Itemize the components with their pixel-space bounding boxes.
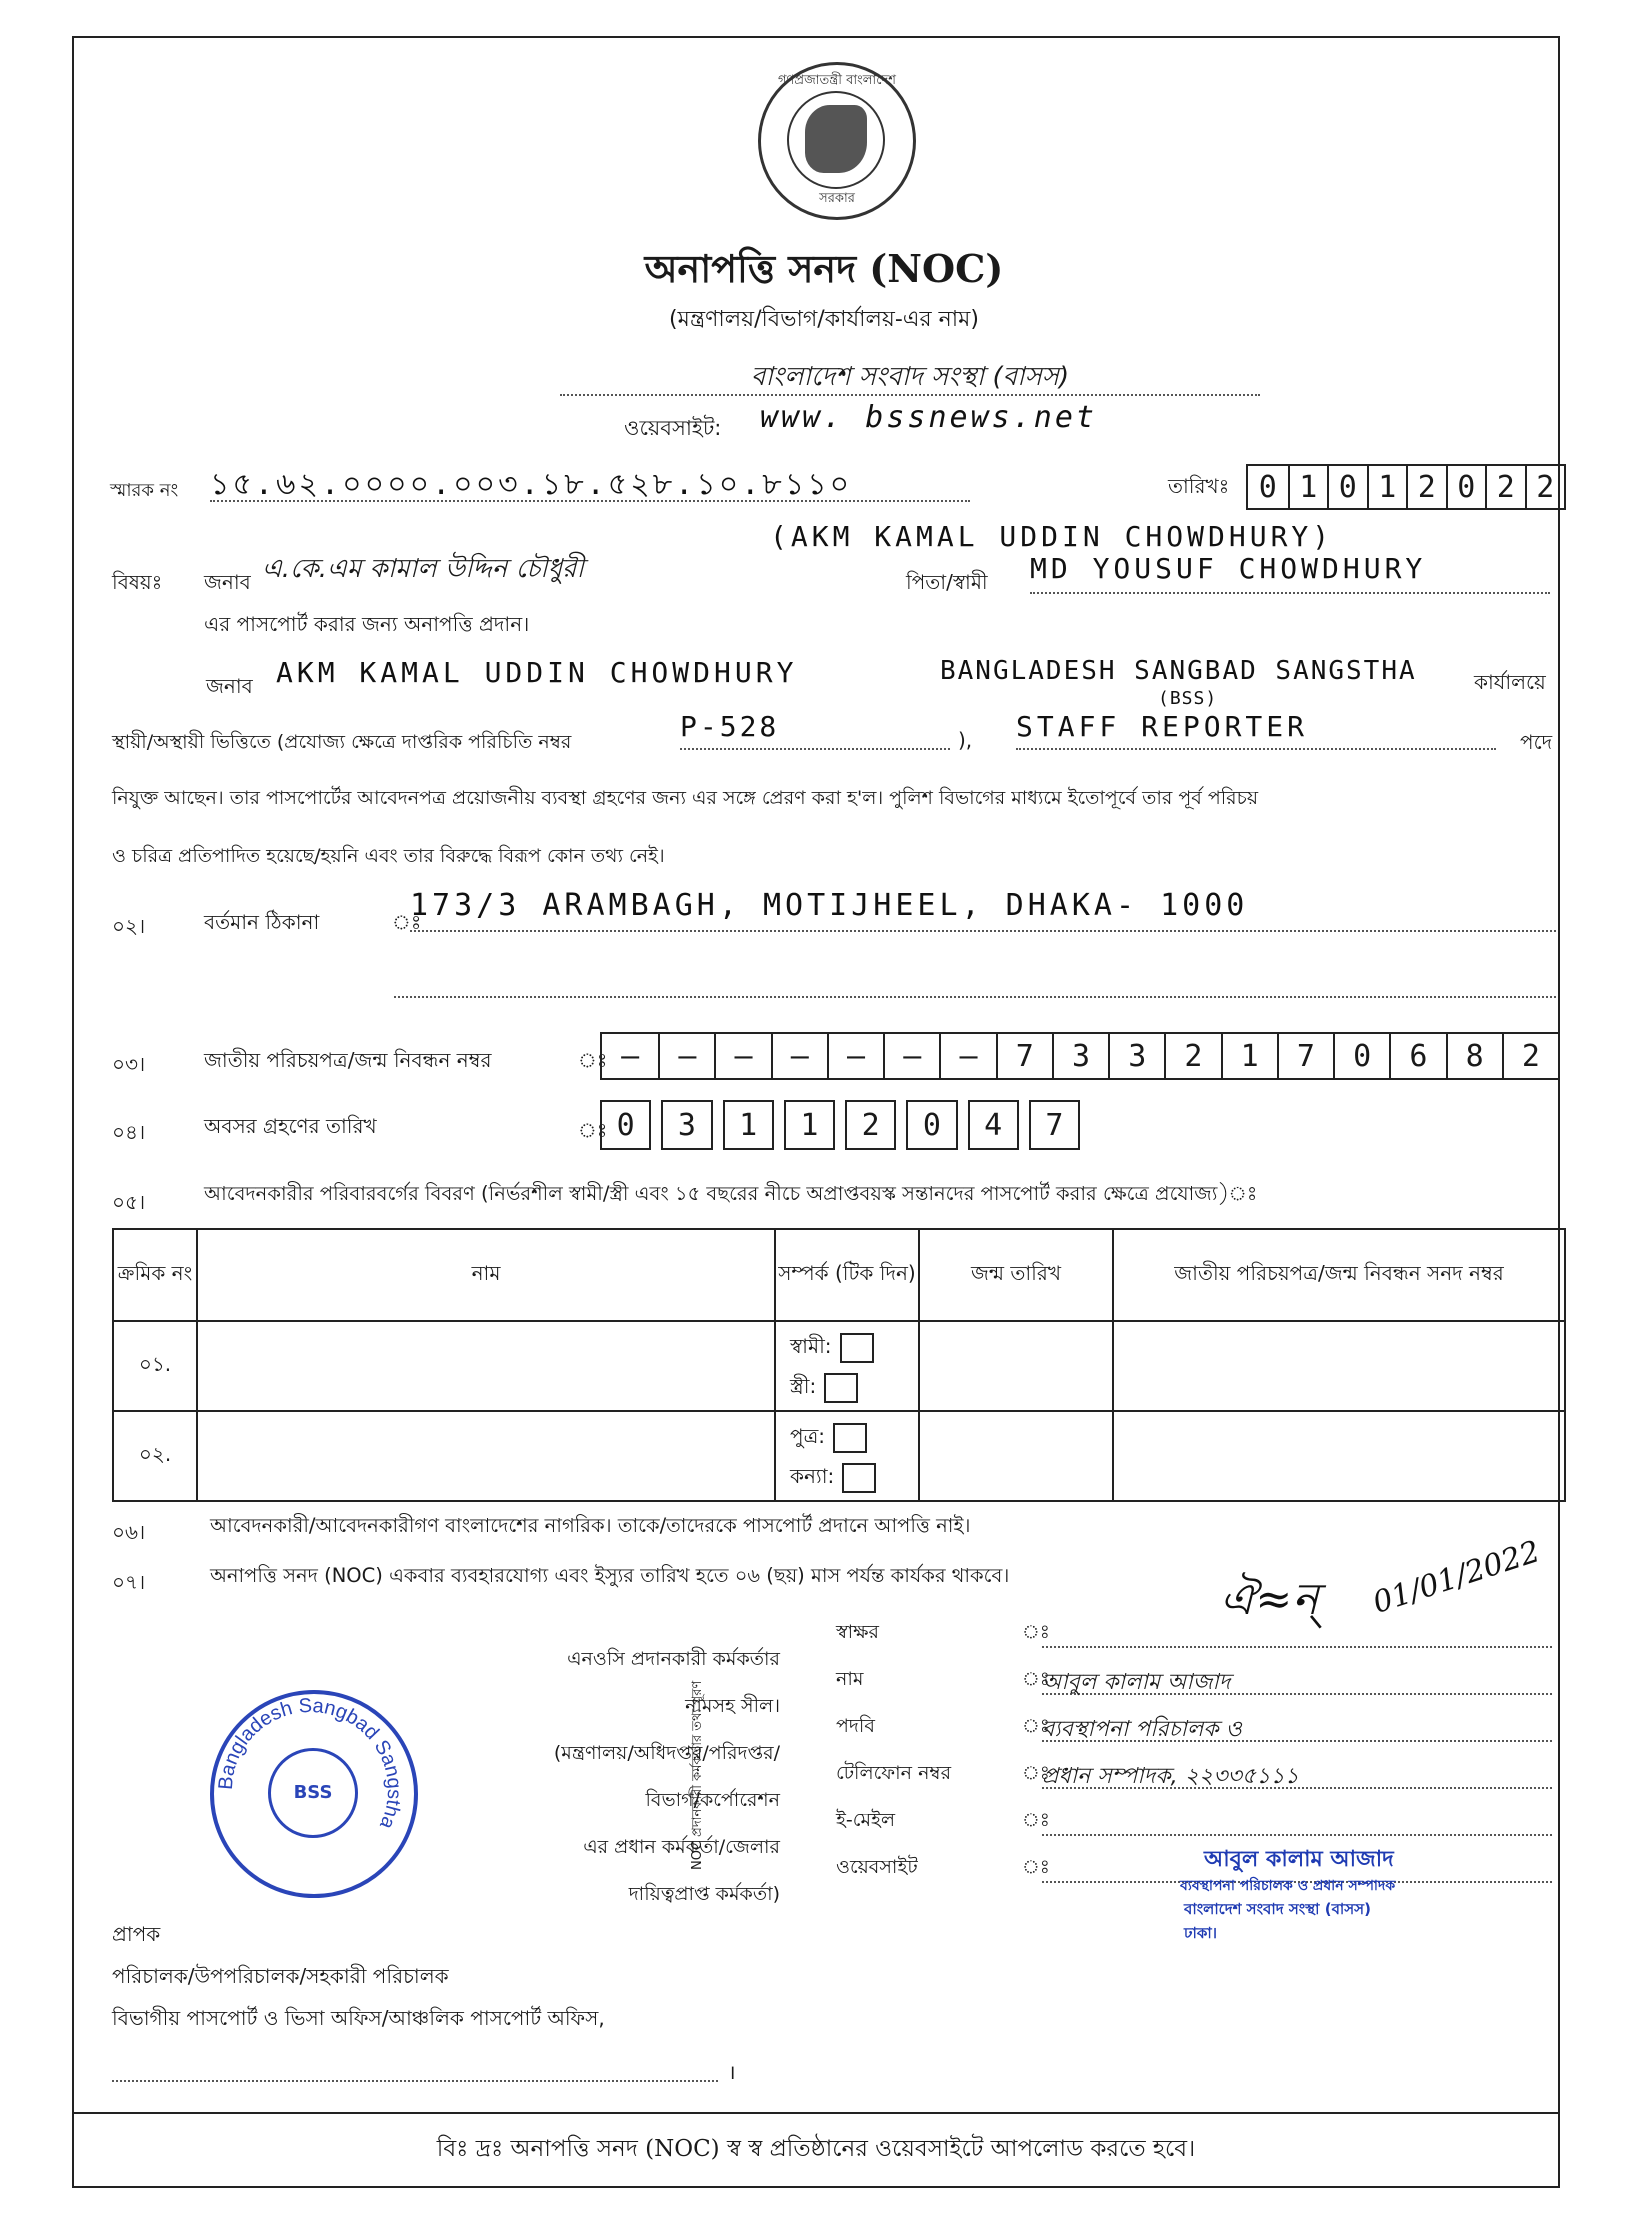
row-dob-cell[interactable] [919, 1411, 1113, 1501]
item-05-number: ০৫। [112, 1190, 146, 1214]
designation-value: STAFF REPORTER [1016, 710, 1496, 750]
item-06-number: ০৬। [112, 1520, 146, 1544]
digit-cell: 0 [1333, 1034, 1389, 1078]
col-name: নাম [197, 1229, 775, 1321]
digit-cell: — [714, 1034, 770, 1078]
nid-colon: ঃ [578, 1048, 608, 1072]
recipient-title: পরিচালক/উপপরিচালক/সহকারী পরিচালক [112, 1964, 449, 1988]
row-serial: ০১. [113, 1321, 197, 1411]
field-label-name: নাম [836, 1668, 864, 1690]
page-subtitle: (মন্ত্রণালয়/বিভাগ/কার্যালয়-এর নাম) [669, 307, 979, 332]
post-suffix: পদে [1520, 730, 1553, 754]
husband-checkbox[interactable] [840, 1333, 874, 1363]
address-value: 173/3 ARAMBAGH, MOTIJHEEL, DHAKA- 1000 [410, 888, 1556, 932]
field-colon: ঃ [1022, 1621, 1050, 1643]
digit-cell: 2 [1406, 466, 1446, 508]
relation-cell [775, 1321, 919, 1411]
digit-cell: 3 [1108, 1034, 1164, 1078]
daughter-checkbox[interactable] [842, 1463, 876, 1493]
signatory-line: দায়িত্বপ্রাপ্ত কর্মকর্তা) [628, 1883, 780, 1905]
retire-label: অবসর গ্রহণের তারিখ [204, 1114, 377, 1138]
father-value: MD YOUSUF CHOWDHURY [1030, 552, 1550, 594]
recipient-label: প্রাপক [112, 1922, 161, 1946]
item-02-number: ০২। [112, 914, 146, 938]
website-value: www. bssnews.net [760, 400, 1097, 435]
field-value-email [1042, 1806, 1552, 1836]
digit-cell: — [621, 1038, 640, 1074]
signatory-line: বিভাগ/কর্পোরেশন [645, 1789, 780, 1811]
office-id-value: P-528 [680, 710, 950, 750]
col-dob: জন্ম তারিখ [919, 1229, 1113, 1321]
digit-cell: 0 [1258, 469, 1277, 505]
digit-cell: 7 [996, 1034, 1052, 1078]
relation-label-wife: স্ত্রী: [790, 1374, 817, 1398]
signatory-fields [836, 1618, 1556, 1900]
date-label: তারিখঃ [1168, 474, 1230, 498]
relation-cell [775, 1411, 919, 1501]
family-table [112, 1228, 1566, 1502]
body-mr: জনাব [206, 674, 253, 698]
seal-text-bottom: সরকার [819, 191, 855, 206]
field-colon: ঃ [1022, 1856, 1050, 1878]
address-label: বর্তমান ঠিকানা [204, 910, 320, 934]
field-label-signature: স্বাক্ষর [836, 1621, 879, 1643]
field-colon: ঃ [1022, 1715, 1050, 1737]
digit-cell: — [939, 1034, 995, 1078]
nid-box [600, 1032, 1560, 1080]
retire-colon: ঃ [578, 1118, 608, 1142]
item-04-number: ০৪। [112, 1120, 146, 1144]
son-checkbox[interactable] [833, 1423, 867, 1453]
field-label-website: ওয়েবসাইট [836, 1856, 918, 1878]
subject-label: বিষয়ঃ [112, 570, 163, 594]
row-dob-cell[interactable] [919, 1321, 1113, 1411]
digit-cell: 4 [968, 1100, 1019, 1150]
digit-cell: — [883, 1034, 939, 1078]
subject-mr: জনাব [204, 570, 251, 594]
website-label: ওয়েবসাইট: [624, 416, 722, 440]
signatory-line: নামসহ সীল। [685, 1695, 780, 1717]
address-colon: ঃ [392, 910, 422, 934]
recipient-end-mark: । [728, 2060, 736, 2084]
subject-line2: এর পাসপোর্ট করার জন্য অনাপত্তি প্রদান। [204, 612, 530, 636]
field-phone [836, 1759, 1556, 1806]
digit-cell: 2 [1164, 1034, 1220, 1078]
field-colon: ঃ [1022, 1809, 1050, 1831]
recipient-blank-line[interactable] [112, 2046, 718, 2082]
digit-cell: 6 [1389, 1034, 1445, 1078]
handwritten-signature: ঐ≈ন্ [1220, 1574, 1319, 1625]
field-value-designation: ব্যবস্থাপনা পরিচালক ও [1042, 1712, 1552, 1742]
digit-cell: 0 [906, 1100, 957, 1150]
wife-checkbox[interactable] [824, 1373, 858, 1403]
digit-cell: 7 [1277, 1034, 1333, 1078]
digit-cell: 1 [723, 1100, 774, 1150]
field-label-email: ই-মেইল [836, 1809, 896, 1831]
stamp-center: BSS [268, 1748, 358, 1838]
field-signature [836, 1618, 1556, 1665]
address-line-2 [394, 960, 1556, 998]
item-07-text: অনাপত্তি সনদ (NOC) একবার ব্যবহারযোগ্য এবং ইস্যুর তারিখ হতে ০৬ (ছয়) মাস পর্যন্ত কার্যকর থাকবে। [210, 1564, 1010, 1587]
digit-cell: 1 [1288, 466, 1328, 508]
digit-cell: — [771, 1034, 827, 1078]
field-label-designation: পদবি [836, 1715, 875, 1737]
digit-cell: 2 [845, 1100, 896, 1150]
signatory-line: এর প্রধান কর্মকর্তা/জেলার [583, 1836, 780, 1858]
field-value-signature [1042, 1618, 1552, 1648]
family-table-header [113, 1229, 1565, 1321]
row-serial: ০২. [113, 1411, 197, 1501]
perm-label: স্থায়ী/অস্থায়ী ভিত্তিতে (প্রযোজ্য ক্ষেত্রে দাপ্তরিক পরিচিতি নম্বর [112, 731, 572, 753]
date-box [1246, 464, 1566, 510]
field-colon: ঃ [1022, 1668, 1050, 1690]
nid-label: জাতীয় পরিচয়পত্র/জন্ম নিবন্ধন নম্বর [204, 1048, 492, 1072]
signature-date: 01/01/2022 [1368, 1534, 1545, 1621]
row-name-cell[interactable] [197, 1321, 775, 1411]
digit-cell: 3 [661, 1100, 712, 1150]
digit-cell: 3 [1052, 1034, 1108, 1078]
item-06-text: আবেদনকারী/আবেদনকারীগণ বাংলাদেশের নাগরিক। তাকে/তাদেরকে পাসপোর্ট প্রদানে আপত্তি নাই। [210, 1514, 971, 1537]
stamp-officer-name: আবুল কালাম আজাদ [1204, 1847, 1394, 1872]
body-org-abbr: (BSS) [1158, 688, 1218, 709]
stamp-ring-label: Bangladesh Sangbad Sangstha [214, 1694, 406, 1833]
col-serial: ক্রমিক নং [113, 1229, 197, 1321]
retire-date-box [600, 1100, 1080, 1150]
stamp-city: ঢাকা। [1184, 1924, 1218, 1942]
digit-cell: — [658, 1034, 714, 1078]
field-name [836, 1665, 1556, 1712]
office-name: বাংলাদেশ সংবাদ সংস্থা (বাসস) [560, 356, 1260, 396]
digit-cell: 2 [1485, 466, 1525, 508]
digit-cell: 8 [1446, 1034, 1502, 1078]
digit-cell: 2 [1525, 466, 1565, 508]
field-value-name: আবুল কালাম আজাদ [1042, 1665, 1552, 1695]
col-relation: সম্পর্ক (টিক দিন) [775, 1229, 919, 1321]
table-row [113, 1321, 1565, 1411]
signatory-left-labels [420, 1636, 780, 1918]
signatory-line: (মন্ত্রণালয়/অধিদপ্তর/পরিদপ্তর/ [553, 1742, 780, 1764]
subject-name-bn: এ.কে.এম কামাল উদ্দিন চৌধুরী [262, 554, 584, 584]
stamp-officer-title: ব্যবস্থাপনা পরিচালক ও প্রধান সম্পাদক [1180, 1878, 1396, 1894]
bangladesh-map-icon [805, 105, 867, 173]
digit-cell: 2 [1502, 1034, 1558, 1078]
digit-cell: 1 [784, 1100, 835, 1150]
digit-cell: 0 [1446, 466, 1486, 508]
field-designation [836, 1712, 1556, 1759]
row-name-cell[interactable] [197, 1411, 775, 1501]
field-value-phone: প্রধান সম্পাদক, ২২৩৩৫১১১ [1042, 1759, 1552, 1789]
subject-name-en: (AKM KAMAL UDDIN CHOWDHURY) [770, 520, 1334, 553]
digit-cell: 7 [1029, 1100, 1080, 1150]
item-07-number: ০৭। [112, 1570, 146, 1594]
col-nid: জাতীয় পরিচয়পত্র/জন্ম নিবন্ধন সনদ নম্বর [1113, 1229, 1565, 1321]
seal-text-top: গণপ্রজাতন্ত্রী বাংলাদেশ [778, 73, 896, 88]
body-org: BANGLADESH SANGBAD SANGSTHA [940, 656, 1417, 686]
digit-cell: 0 [1327, 466, 1367, 508]
stamp-organization: বাংলাদেশ সংবাদ সংস্থা (বাসস) [1184, 1900, 1371, 1918]
bss-round-stamp [210, 1690, 418, 1898]
field-colon: ঃ [1022, 1762, 1050, 1784]
field-label-phone: টেলিফোন নম্বর [836, 1762, 952, 1784]
relation-label-daughter: কন্যা: [790, 1464, 835, 1488]
body-para2: নিযুক্ত আছেন। তার পাসপোর্টের আবেদনপত্র প্রয়োজনীয় ব্যবস্থা গ্রহণের জন্য এর সঙ্গে প্রেরণ করা হ'ল। পুলিশ বিভাগের মাধ্যমে ইতোপূর্বে তার পূর্ব পরিচয় [112, 787, 1259, 809]
relation-label-son: পুত্র: [790, 1424, 826, 1448]
vertical-caption: NOC প্রদানকারী কর্মকর্তার তথ্য পূরণ [690, 1680, 705, 1870]
memo-label: স্মারক নং [110, 480, 179, 501]
row-nid-cell[interactable] [1113, 1411, 1565, 1501]
digit-cell: — [827, 1034, 883, 1078]
memo-number: ১৫.৬২.০০০০.০০৩.১৮.৫২৮.১০.৮১১০ [210, 460, 970, 502]
digit-cell: 1 [1221, 1034, 1277, 1078]
body-para3: ও চরিত্র প্রতিপাদিত হয়েছে/হয়নি এবং তার বিরুদ্ধে বিরূপ কোন তথ্য নেই। [112, 845, 665, 867]
body-name: AKM KAMAL UDDIN CHOWDHURY [276, 656, 798, 689]
digit-cell: 0 [600, 1100, 651, 1150]
signatory-line: এনওসি প্রদানকারী কর্মকর্তার [567, 1648, 780, 1670]
digit-cell: 1 [1367, 466, 1407, 508]
relation-label-husband: স্বামী: [790, 1334, 832, 1358]
footer-divider [72, 2112, 1560, 2114]
father-label: পিতা/স্বামী [906, 570, 988, 594]
family-label: আবেদনকারীর পরিবারবর্গের বিবরণ (নির্ভরশীল স্বামী/স্ত্রী এবং ১৫ বছরের নীচে অপ্রাপ্তবয়স্ক সন্তানদের পাসপোর্ট করার ক্ষেত্রে প্রযোজ্য)ঃ [204, 1182, 1258, 1205]
row-nid-cell[interactable] [1113, 1321, 1565, 1411]
footer-note: বিঃ দ্রঃ অনাপত্তি সনদ (NOC) স্ব স্ব প্রতিষ্ঠানের ওয়েবসাইটে আপলোড করতে হবে। [436, 2136, 1196, 2162]
field-email [836, 1806, 1556, 1853]
table-row [113, 1411, 1565, 1501]
office-suffix: কার্যালয়ে [1474, 670, 1546, 694]
item-03-number: ০৩। [112, 1052, 146, 1076]
close-paren: ), [958, 728, 973, 752]
government-seal [758, 62, 916, 220]
recipient-office: বিভাগীয় পাসপোর্ট ও ভিসা অফিস/আঞ্চলিক পাসপোর্ট অফিস, [112, 2006, 605, 2030]
page-title: অনাপত্তি সনদ (NOC) [644, 246, 1004, 291]
